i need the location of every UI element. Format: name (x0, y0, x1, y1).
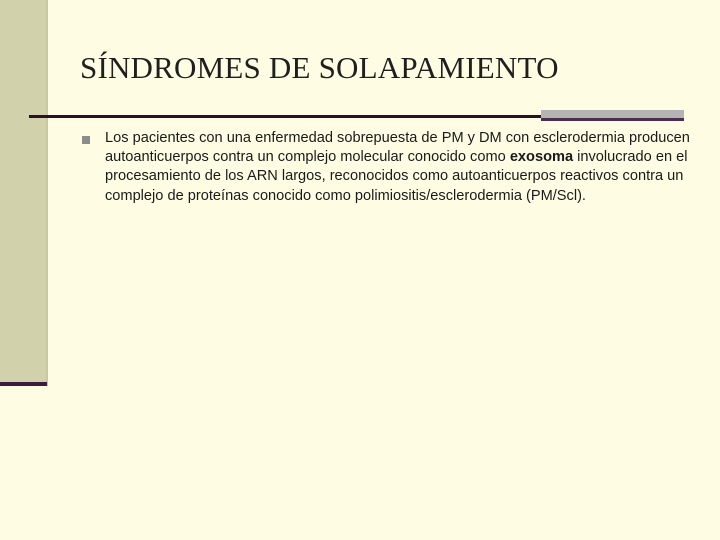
bullet-text-before: Los pacientes con una enfermedad sobrepuesta de PM y DM con esclerodermia producen autoanticuerpos contra un complejo molecular conocido como (105, 130, 690, 166)
bullet-paragraph (105, 129, 695, 206)
bullet-bold-term: exosoma (509, 149, 574, 166)
left-sidebar-bottom-rule (0, 382, 47, 386)
title-divider-accent (541, 110, 684, 118)
left-sidebar-band (0, 0, 46, 382)
square-bullet-icon (82, 136, 90, 144)
title-divider-accent-underline (541, 118, 684, 121)
slide-title: SÍNDROMES DE SOLAPAMIENTO (80, 50, 559, 85)
left-sidebar-edge (46, 0, 48, 386)
title-divider-rule (29, 115, 541, 118)
bullet-text-after: involucrado en el procesamiento de los ARN largos, reconocidos como autoanticuerpos reactivos contra un complejo de proteínas conocido como polimiositis/esclerodermia (PM/Scl). (105, 149, 688, 204)
